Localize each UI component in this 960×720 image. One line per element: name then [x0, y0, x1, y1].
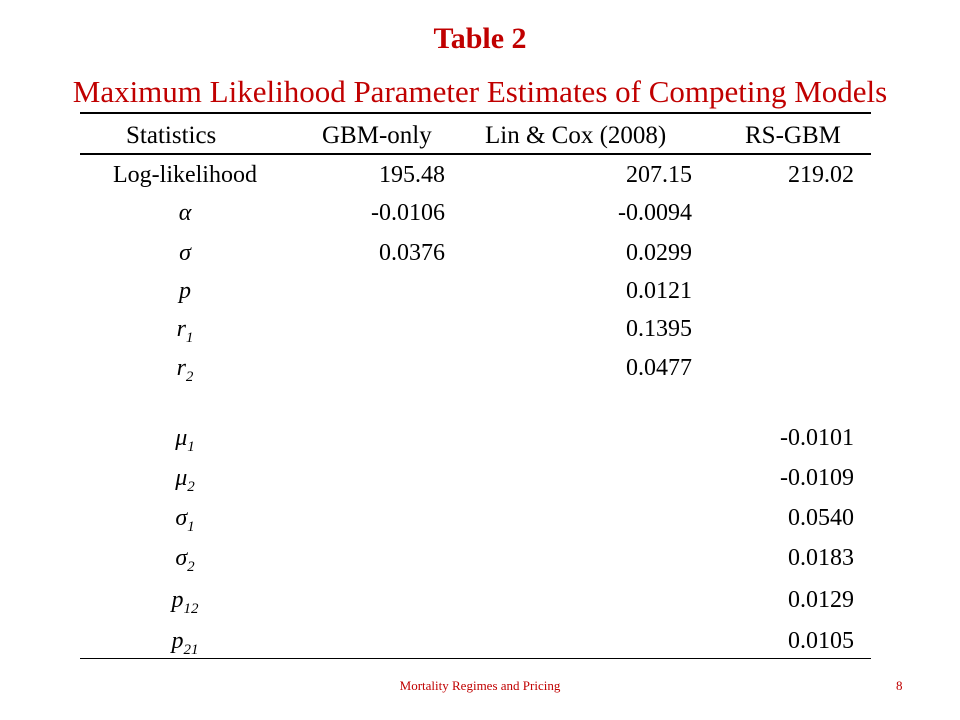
table-row	[0, 425, 960, 463]
table-top-rule	[80, 112, 871, 114]
table-header-rule	[80, 153, 871, 155]
parameter-symbol: α	[178, 200, 192, 226]
parameter-symbol: $\mu_1$	[175, 425, 195, 455]
row-label	[100, 278, 270, 305]
table-bottom-rule	[80, 658, 871, 659]
parameter-subscript: 2	[187, 558, 195, 575]
lin-cox-value: 207.15	[626, 162, 692, 188]
parameter-subscript: 2	[187, 478, 195, 495]
lin-cox-value: 0.1395	[626, 316, 692, 342]
lin-cox-value: -0.0094	[618, 200, 692, 226]
gbm-only-value: -0.0106	[371, 200, 445, 226]
row-label	[100, 316, 270, 347]
parameter-subscript: 1	[187, 518, 195, 535]
lin-cox-value: 0.0121	[626, 278, 692, 304]
parameter-symbol: $p_{21}$	[171, 628, 199, 658]
row-label	[100, 465, 270, 496]
row-label	[100, 545, 270, 576]
row-label	[100, 505, 270, 536]
page-number: 8	[896, 678, 903, 693]
table-row	[0, 545, 960, 583]
header-gbm-only: GBM-only	[322, 122, 432, 149]
header-statistics: Statistics	[126, 122, 217, 149]
rs-gbm-value: 0.0105	[788, 628, 854, 654]
table-row	[0, 278, 960, 316]
rs-gbm-value: -0.0109	[780, 465, 854, 491]
gbm-only-value: 195.48	[379, 162, 445, 188]
row-label	[100, 425, 270, 456]
header-lin-cox: Lin & Cox (2008)	[485, 122, 667, 149]
parameter-subscript: 1	[187, 438, 195, 455]
parameter-symbol: σ	[179, 240, 191, 266]
parameter-subscript: 1	[185, 329, 194, 346]
row-label	[100, 628, 270, 659]
parameter-subscript: 2	[185, 368, 194, 385]
table-row	[0, 240, 960, 278]
rs-gbm-value: 0.0183	[788, 545, 854, 571]
row-label	[100, 355, 270, 386]
gbm-only-value: 0.0376	[379, 240, 445, 266]
rs-gbm-value: 0.0540	[788, 505, 854, 531]
footer-title: Mortality Regimes and Pricing	[399, 678, 561, 693]
table-row	[0, 465, 960, 503]
row-label	[100, 200, 270, 227]
parameter-subscript: 21	[183, 641, 199, 658]
table-row	[0, 505, 960, 543]
lin-cox-value: 0.0477	[626, 355, 692, 381]
parameter-symbol: $p_{12}$	[171, 587, 199, 617]
row-label	[100, 240, 270, 267]
table-row	[0, 162, 960, 200]
rs-gbm-value: -0.0101	[780, 425, 854, 451]
rs-gbm-value: 219.02	[788, 162, 854, 188]
parameter-symbol: $r_2$	[176, 355, 194, 385]
table-row	[0, 316, 960, 354]
table-row	[0, 587, 960, 625]
row-label	[100, 587, 270, 618]
parameter-symbol: p	[179, 278, 191, 304]
parameter-symbol: $\sigma_1$	[175, 505, 195, 535]
parameter-symbol: $r_1$	[176, 316, 194, 346]
rs-gbm-value: 0.0129	[788, 587, 854, 613]
header-rs-gbm: RS-GBM	[745, 122, 841, 149]
lin-cox-value: 0.0299	[626, 240, 692, 266]
parameter-symbol: $\mu_2$	[175, 465, 195, 495]
row-label: Log-likelihood	[113, 162, 257, 188]
table-row	[0, 628, 960, 666]
table-row	[0, 355, 960, 393]
slide-title: Table 2	[433, 22, 527, 55]
table-row	[0, 200, 960, 238]
slide-subtitle: Maximum Likelihood Parameter Estimates of Competing Models	[72, 74, 888, 109]
parameter-symbol: $\sigma_2$	[175, 545, 195, 575]
parameter-subscript: 12	[183, 600, 199, 617]
